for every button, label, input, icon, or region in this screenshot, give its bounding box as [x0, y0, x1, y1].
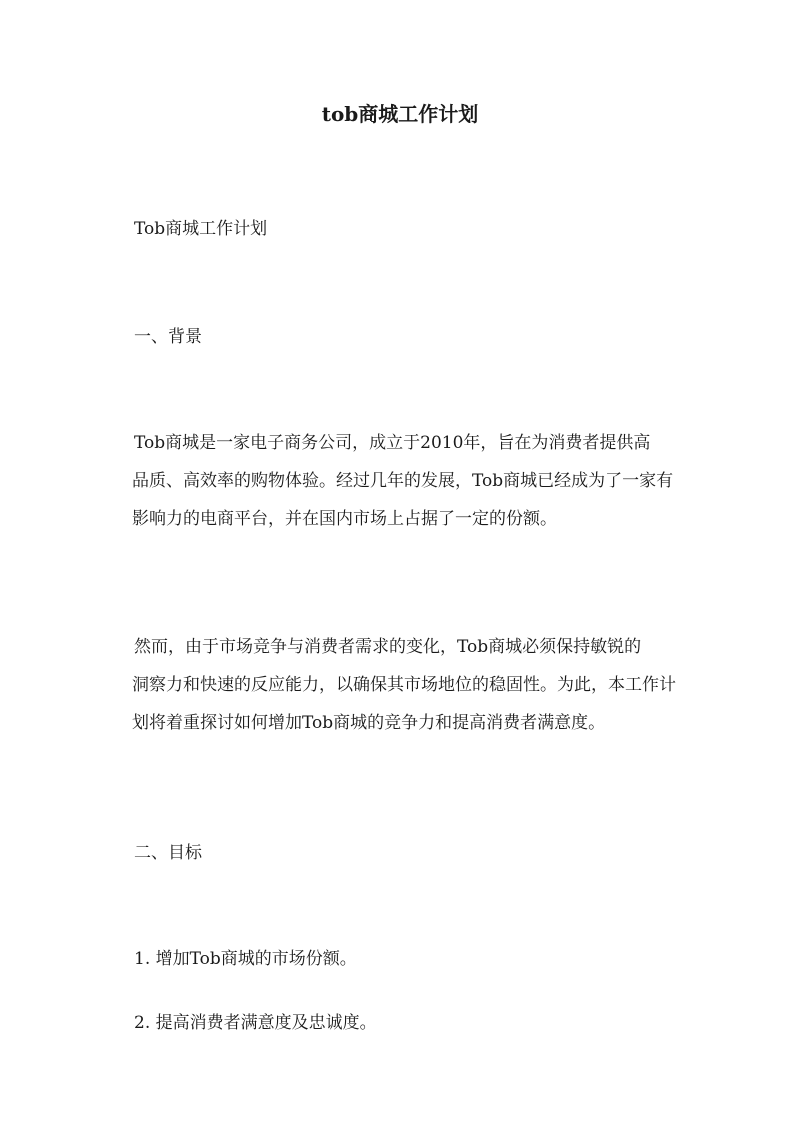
paragraph-line: 然而，由于市场竞争与消费者需求的变化，Tob商城必须保持敏锐的 [134, 637, 642, 657]
paragraph-line: 划将着重探讨如何增加Tob商城的竞争力和提高消费者满意度。 [132, 713, 606, 733]
section-heading-goals: 二、目标 [134, 843, 202, 863]
paragraph-line: 品质、高效率的购物体验。经过几年的发展，Tob商城已经成为了一家有 [132, 471, 674, 491]
document-title: tob商城工作计划 [321, 102, 479, 126]
section-heading-background: 一、背景 [134, 327, 202, 347]
paragraph-line: 影响力的电商平台，并在国内市场上占据了一定的份额。 [132, 509, 557, 529]
goal-item-2: 2. 提高消费者满意度及忠诚度。 [134, 1013, 377, 1033]
background-paragraph-2 [134, 632, 676, 738]
background-paragraph-1 [134, 428, 673, 534]
document-subtitle: Tob商城工作计划 [134, 219, 268, 239]
goal-item-1: 1. 增加Tob商城的市场份额。 [134, 949, 357, 969]
paragraph-line: 洞察力和快速的反应能力，以确保其市场地位的稳固性。为此，本工作计 [132, 675, 676, 695]
paragraph-line: Tob商城是一家电子商务公司，成立于2010年，旨在为消费者提供高 [134, 433, 651, 453]
